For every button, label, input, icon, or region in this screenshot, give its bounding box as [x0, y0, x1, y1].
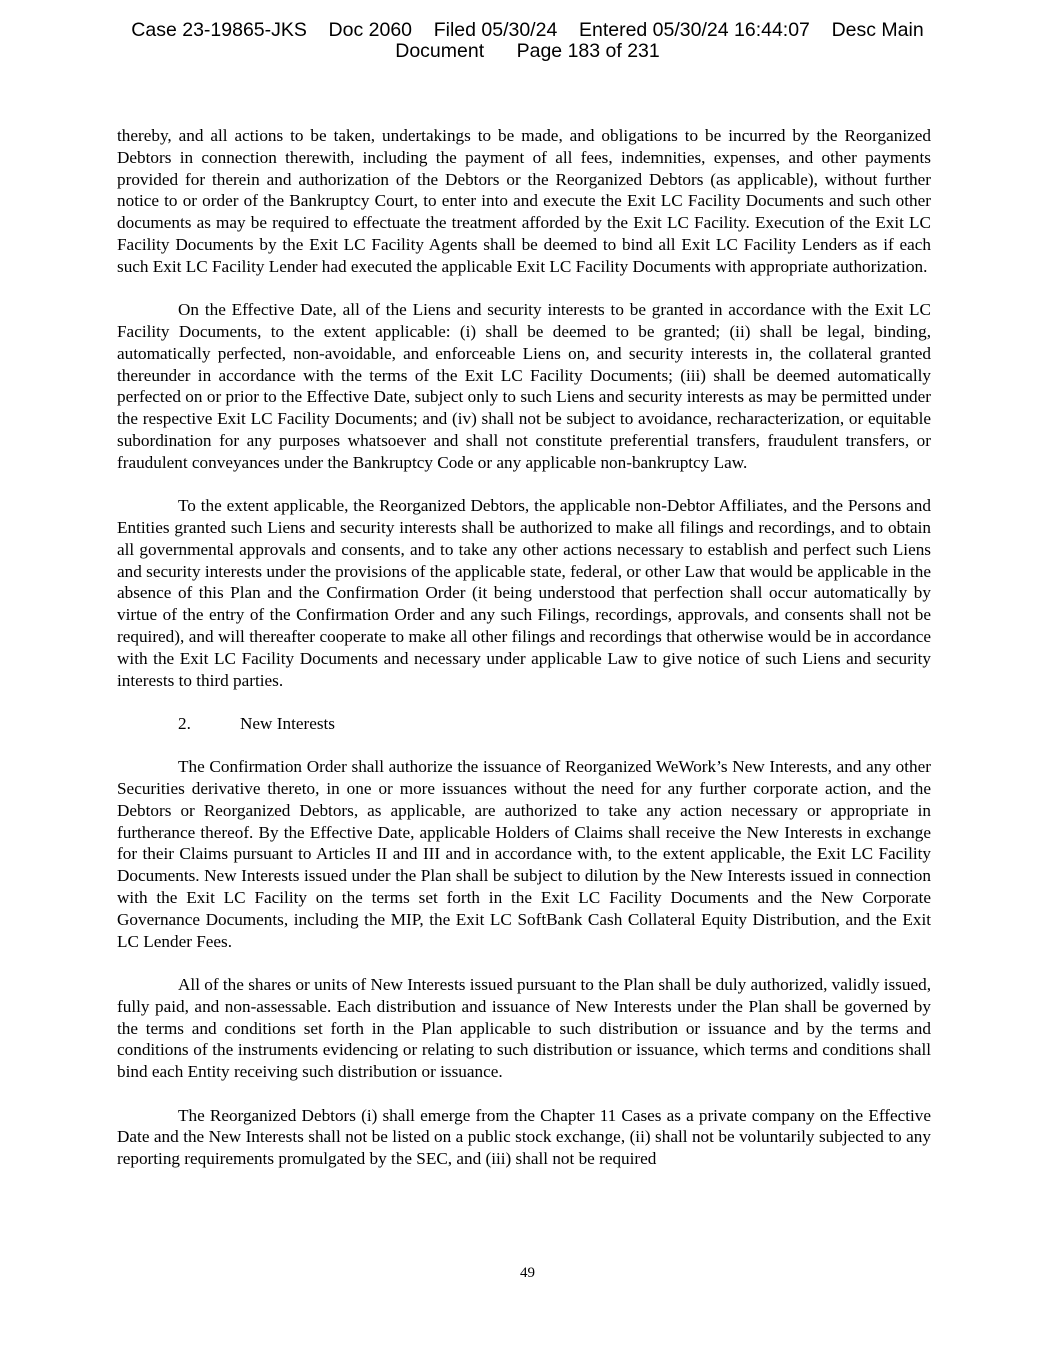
document-body [117, 125, 931, 1170]
paragraph-shares-authorized: All of the shares or units of New Interests issued pursuant to the Plan shall be duly authorized, validly issued, fully paid, and non-assessable. Each distribution and issuance of New Interests under the Plan shall be governed by the terms and conditions set forth in the Plan applicable to such distribution or issuance and by the terms and conditions of the instruments evidencing or relating to such distribution or issuance, which terms and conditions shall bind each Entity receiving such distribution or issuance. [117, 975, 931, 1082]
page-number: 49 [520, 1265, 535, 1281]
paragraph-liens-security-interests: On the Effective Date, all of the Liens and security interests to be granted in accordance with the Exit LC Facility Documents, to the extent applicable: (i) shall be deemed to be granted; (ii) shall be legal, binding, automatically perfected, non-avoidable, and enforceable Liens on, and security interests in, the collateral granted thereunder in accordance with the terms of the Exit LC Facility Documents; (iii) shall be deemed automatically perfected on or prior to the Effective Date, subject only to such Liens and security interests as may be permitted under the respective Exit LC Facility Documents; and (iv) shall not be subject to avoidance, recharacterization, or equitable subordination for any purposes whatsoever and shall not constitute preferential transfers, fraudulent transfers, or fraudulent conveyances under the Bankruptcy Code or any applicable non-bankruptcy Law. [117, 300, 931, 472]
paragraph-filings-recordings: To the extent applicable, the Reorganized Debtors, the applicable non-Debtor Affiliates, and the Persons and Entities granted such Liens and security interests shall be authorized to make all filings and recordings, and to obtain all governmental approvals and consents, and to take any other actions necessary to establish and perfect such Liens and security interests under the provisions of the applicable state, federal, or other Law that would be applicable in the absence of this Plan and the Confirmation Order (it being understood that perfection shall occur automatically by virtue of the entry of the Confirmation Order and any such Filings, recordings, approvals, and consents shall not be required), and will thereafter cooperate to make all other filings and recordings that otherwise would be in accordance with the Exit LC Facility Documents and necessary under applicable Law to give notice of such Liens and security interests to third parties. [117, 496, 931, 690]
paragraph-new-interests-issuance: The Confirmation Order shall authorize the issuance of Reorganized WeWork’s New Interests, and any other Securities derivative thereto, in one or more issuances without the need for any further corporate action, and the Debtors or Reorganized Debtors, as applicable, are authorized to take any action necessary or appropriate in furtherance thereof. By the Effective Date, applicable Holders of Claims shall receive the New Interests in exchange for their Claims pursuant to Articles II and III and in accordance with, to the extent applicable, the Exit LC Facility Documents. New Interests issued under the Plan shall be subject to dilution by the New Interests issued in connection with the Exit LC Facility on the terms set forth in the Exit LC Facility Documents and the New Corporate Governance Documents, including the MIP, the Exit LC SoftBank Cash Collateral Equity Distribution, and the Exit LC Lender Fees. [117, 757, 931, 951]
section-number: 2. [178, 713, 191, 733]
paragraph-private-company: The Reorganized Debtors (i) shall emerge from the Chapter 11 Cases as a private company on the Effective Date and the New Interests shall not be listed on a public stock exchange, (ii) shall not be voluntarily subjected to any reporting requirements promulgated by the SEC, and (iii) shall not be required [117, 1105, 931, 1169]
filing-header-line-1: Case 23-19865-JKS Doc 2060 Filed 05/30/24 Entered 05/30/24 16:44:07 Desc Main [131, 19, 924, 41]
section-heading [117, 713, 931, 735]
court-filing-header [0, 20, 1055, 62]
filing-header-line-2: Document Page 183 of 231 [395, 40, 660, 62]
paragraph-exit-lc-authorization: thereby, and all actions to be taken, undertakings to be made, and obligations to be incurred by the Reorganized Debtors in connection therewith, including the payment of all fees, indemnities, expenses, and other payments provided for therein and authorization of the Debtors or the Reorganized Debtors (as applicable), without further notice to or order of the Bankruptcy Court, to enter into and execute the Exit LC Facility Documents and such other documents as may be required to effectuate the treatment afforded by the Exit LC Facility. Execution of the Exit LC Facility Documents by the Exit LC Facility Agents shall be deemed to bind all Exit LC Facility Lenders as if each such Exit LC Facility Lender had executed the applicable Exit LC Facility Documents with appropriate authorization. [117, 126, 931, 276]
section-title: New Interests [240, 713, 335, 733]
